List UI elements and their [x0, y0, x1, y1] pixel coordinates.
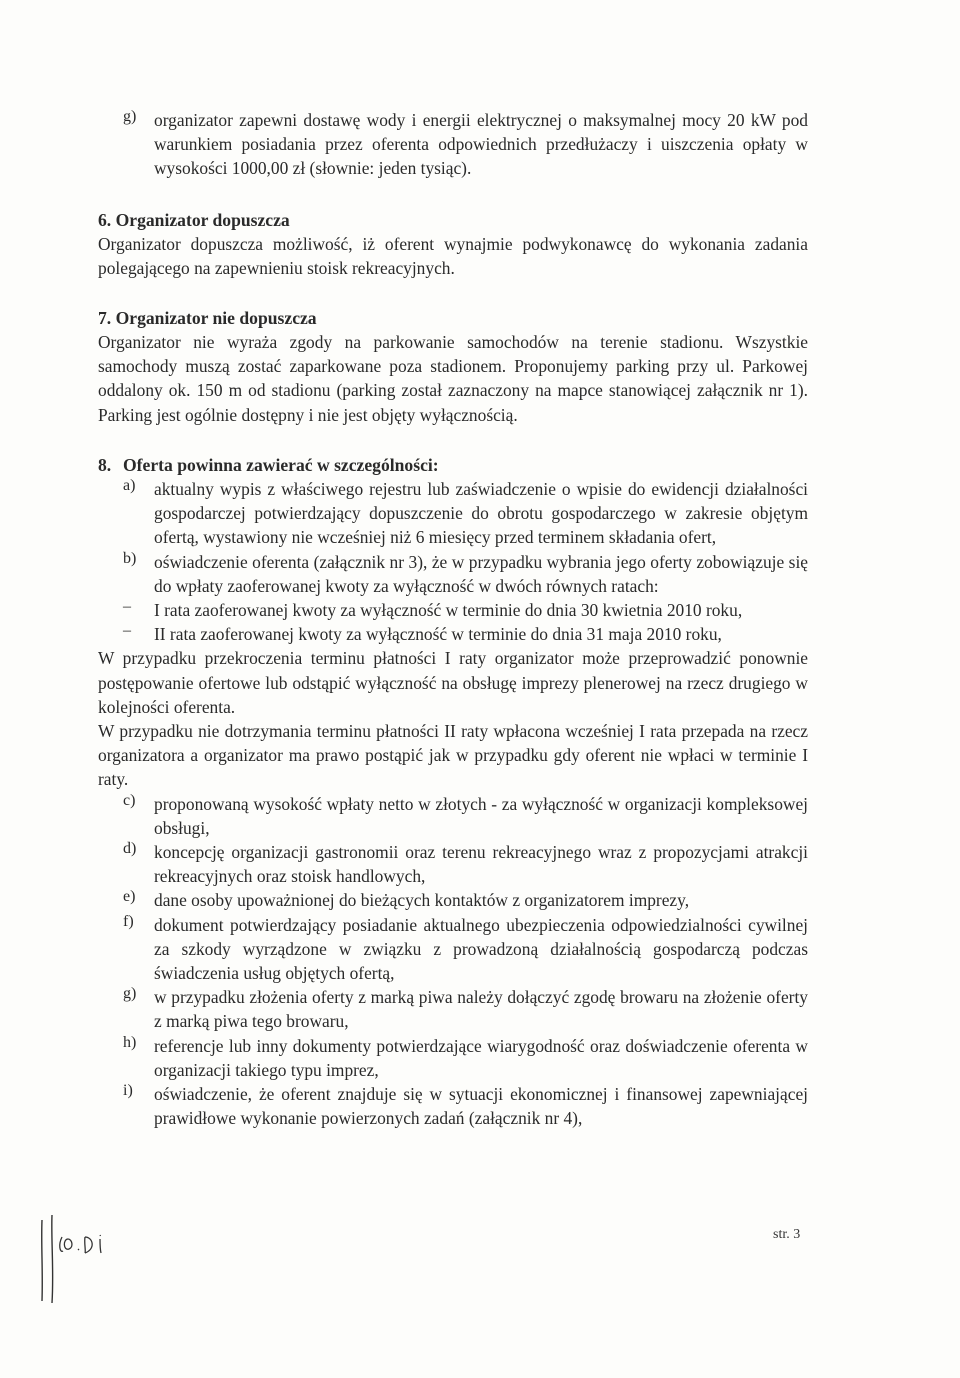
item-label: g)	[123, 985, 137, 1003]
item-text: aktualny wypis z właściwego rejestru lub zaświadczenie o wpisie do ewidencji działalności gospodarczej potwierdzający dopuszczenie do obrotu gospodarczego w zakresie objętym ofertą, wystawiony nie wcześniej niż 6 miesięcy przed terminem składania ofert,	[154, 479, 808, 548]
list-item	[98, 792, 808, 840]
item-text: dane osoby upoważnionej do bieżących kontaktów z organizatorem imprezy,	[154, 890, 690, 911]
list-item	[98, 1034, 808, 1082]
item-text: oświadczenie oferenta (załącznik nr 3), że w przypadku wybrania jego oferty zobowiązuje się do wpłaty zaoferowanej kwoty za wyłączność w dwóch równych ratach:	[154, 551, 808, 596]
item-label: i)	[123, 1082, 133, 1100]
section-heading: 6. Organizator dopuszcza	[98, 210, 290, 230]
dash-label: –	[123, 622, 131, 640]
list-item	[98, 913, 808, 986]
list-item	[98, 888, 808, 912]
section-heading-text: Oferta powinna zawierać w szczególności:	[123, 455, 439, 475]
item-text: w przypadku złożenia oferty z marką piwa należy dołączyć zgodę browaru na złożenie oferty z marką piwa tego browaru,	[154, 987, 808, 1032]
dash-label: –	[123, 598, 131, 616]
item-text: koncepcję organizacji gastronomii oraz terenu rekreacyjnego wraz z propozycjami atrakcji rekreacyjnych oraz stoisk handlowych,	[154, 842, 808, 887]
paragraph: W przypadku nie dotrzymania terminu płatności II raty wpłacona wcześniej I rata przepada na rzecz organizatora a organizator ma prawo postąpić jak w przypadku gdy oferent nie wpłaci w terminie I raty.	[98, 721, 808, 790]
paragraph: W przypadku przekroczenia terminu płatności I raty organizator może przeprowadzić ponownie postępowanie ofertowe lub odstąpić wyłączność na obsługę imprezy plenerowej na rzecz drugiego w kolejności oferenta.	[98, 648, 808, 717]
list-item	[98, 550, 808, 598]
section-text: Organizator dopuszcza możliwość, iż oferent wynajmie podwykonawcę do wykonania zadania polegającego na zapewnieniu stoisk rekreacyjnych.	[98, 234, 808, 279]
item-label: b)	[123, 549, 137, 567]
item-g-top	[98, 108, 808, 181]
list-item	[98, 985, 808, 1033]
item-label: h)	[123, 1033, 137, 1051]
item-text: organizator zapewni dostawę wody i energii elektrycznej o maksymalnej mocy 20 kW pod warunkiem posiadania przez oferenta odpowiednich przedłużaczy i uiszczenia opłaty w wysokości 1000,00 zł (słownie: jeden tysiąc).	[154, 110, 808, 179]
page-number: str. 3	[773, 1227, 801, 1242]
item-text: referencje lub inny dokumenty potwierdzające wiarygodność oraz doświadczenie oferenta w organizacji takiego typu imprez,	[154, 1035, 808, 1080]
section-heading: 7. Organizator nie dopuszcza	[98, 308, 317, 328]
list-item	[98, 477, 808, 550]
item-label: e)	[123, 888, 136, 906]
section-8	[98, 453, 808, 1130]
dash-text: II rata zaoferowanej kwoty za wyłączność w terminie do dnia 31 maja 2010 roku,	[154, 624, 722, 645]
list-item	[98, 1082, 808, 1130]
handwritten-signature	[30, 1215, 140, 1305]
dash-text: I rata zaoferowanej kwoty za wyłączność w terminie do dnia 30 kwietnia 2010 roku,	[154, 600, 743, 621]
item-label: d)	[123, 840, 137, 858]
item-text: dokument potwierdzający posiadanie aktualnego ubezpieczenia odpowiedzialności cywilnej za szkody wyrządzone w związku z prowadzoną działalnością gospodarczą podczas świadczenia usług objętych ofertą,	[154, 914, 808, 984]
list-item	[98, 840, 808, 888]
item-label: g)	[123, 108, 137, 125]
section-number: 8.	[98, 455, 112, 475]
section-heading	[98, 453, 808, 477]
item-text: proponowaną wysokość wpłaty netto w złotych - za wyłączność w organizacji kompleksowej obsługi,	[154, 793, 808, 838]
section-text: Organizator nie wyraża zgody na parkowanie samochodów na terenie stadionu. Wszystkie samochody muszą zostać zaparkowane poza stadionem. Proponujemy parking przy ul. Parkowej oddalony ok. 150 m od stadionu (parking został zaznaczony na mapce stanowiącej załącznik nr 1). Parking jest ogólnie dostępny i nie jest objęty wyłącznością.	[98, 332, 808, 425]
section-6	[98, 208, 808, 280]
item-label: c)	[123, 791, 136, 809]
dash-item	[98, 622, 808, 646]
item-label: f)	[123, 912, 134, 930]
dash-item	[98, 598, 808, 622]
item-text: oświadczenie, że oferent znajduje się w sytuacji ekonomicznej i finansowej zapewniającej prawidłowe wykonanie powierzonych zadań (załącznik nr 4),	[154, 1084, 808, 1129]
item-label: a)	[123, 477, 136, 494]
section-7	[98, 306, 808, 427]
